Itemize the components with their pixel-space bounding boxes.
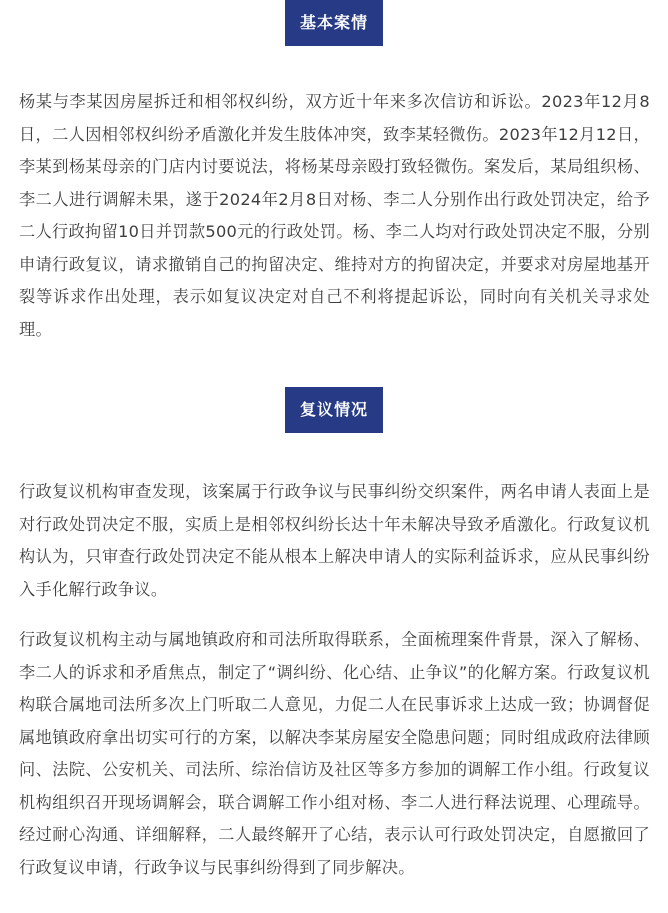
- review-paragraph-2: 行政复议机构主动与属地镇政府和司法所取得联系，全面梳理案件背景，深入了解杨、李二人的诉求和矛盾焦点，制定了“调纠纷、化心结、止争议”的化解方案。行政复议机构联合属地司法所多次上门听取二人意见，力促二人在民事诉求上达成一致；协调督促属地镇政府拿出切实可行的方案，以解决李某房屋安全隐患问题；同时组成政府法律顾问、法院、公安机关、司法所、综治信访及社区等多方参加的调解工作小组。行政复议机构组织召开现场调解会，联合调解工作小组对杨、李二人进行释法说理、心理疏导。经过耐心沟通、详细解释，二人最终解开了心结，表示认可行政处罚决定，自愿撤回了行政复议申请，行政争议与民事纠纷得到了同步解决。: [19, 630, 650, 877]
- heading-label: 基本案情: [285, 0, 383, 46]
- section-heading-review: [0, 387, 668, 433]
- section-heading-basic-case: [0, 0, 668, 46]
- case-paragraph: 杨某与李某因房屋拆迁和相邻权纠纷，双方近十年来多次信访和诉讼。2023年12月8日，二人因相邻权纠纷矛盾激化并发生肢体冲突，致李某轻微伤。2023年12月12日，李某到杨某母亲的门店内讨要说法，将杨某母亲殴打致轻微伤。案发后，某局组织杨、李二人进行调解未果，遂于2024年2月8日对杨、李二人分别作出行政处罚决定，给予二人行政拘留10日并罚款500元的行政处罚。杨、李二人均对行政处罚决定不服，分别申请行政复议，请求撤销自己的拘留决定、维持对方的拘留决定，并要求对房屋地基开裂等诉求作出处理，表示如复议决定对自己不利将提起诉讼，同时向有关机关寻求处理。: [19, 92, 650, 339]
- review-paragraph-1: 行政复议机构审查发现，该案属于行政争议与民事纠纷交织案件，两名申请人表面上是对行政处罚决定不服，实质上是相邻权纠纷长达十年未解决导致矛盾激化。行政复议机构认为，只审查行政处罚决定不能从根本上解决申请人的实际利益诉求，应从民事纠纷入手化解行政争议。: [19, 482, 650, 599]
- heading-label: 复议情况: [285, 387, 383, 433]
